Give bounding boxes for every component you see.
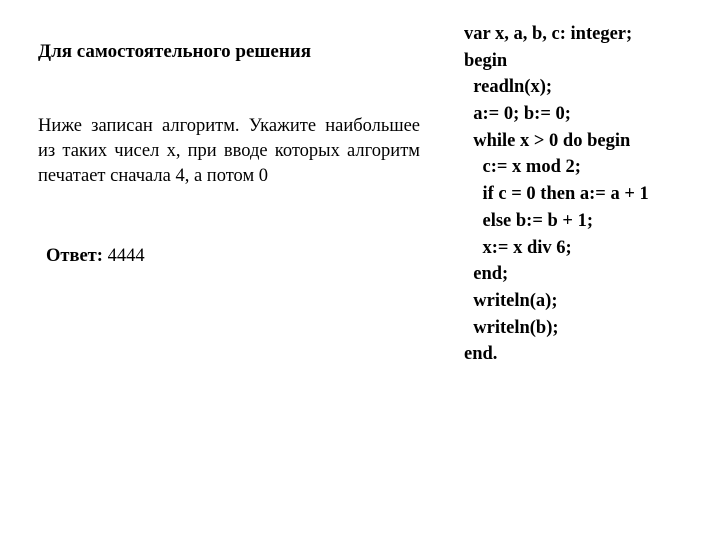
- answer-line: [46, 244, 145, 269]
- code-line: writeln(a);: [464, 290, 558, 311]
- code-line: c:= x mod 2;: [464, 157, 581, 178]
- pascal-code-listing: [464, 21, 649, 368]
- problem-statement: Ниже записан алгоритм. Укажите наибольшее из таких чисел x, при вводе которых алгоритм печатает сначала 4, а потом 0: [38, 116, 420, 186]
- code-line: x:= x div 6;: [464, 237, 572, 258]
- code-line: readln(x);: [464, 77, 553, 98]
- code-line: if c = 0 then a:= a + 1: [464, 184, 649, 205]
- code-line: var x, a, b, c: integer;: [464, 24, 633, 44]
- section-heading: Для самостоятельного решения: [38, 41, 312, 62]
- code-line: writeln(b);: [464, 317, 559, 338]
- code-line: while x > 0 do begin: [464, 130, 631, 151]
- answer-value: 4444: [107, 246, 145, 266]
- answer-label: Ответ:: [46, 246, 103, 266]
- code-line: else b:= b + 1;: [464, 210, 593, 231]
- code-line: end.: [464, 344, 498, 365]
- code-line: end;: [464, 264, 509, 285]
- code-line: begin: [464, 50, 508, 71]
- code-line: a:= 0; b:= 0;: [464, 104, 571, 125]
